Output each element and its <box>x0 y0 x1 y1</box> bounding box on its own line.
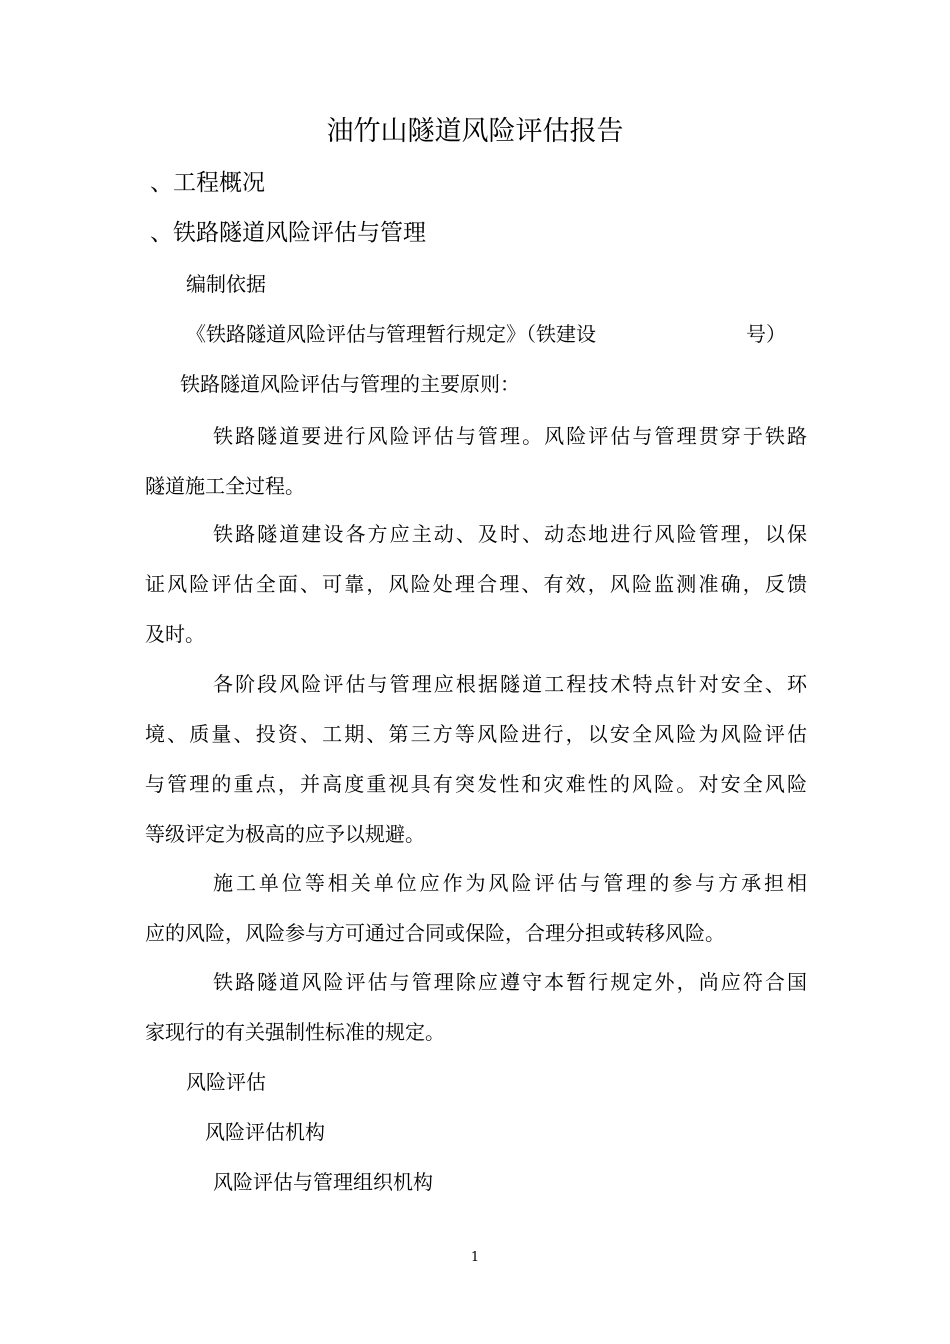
paragraph-line: 境、质量、投资、工期、第三方等风险进行，以安全风险为风险评估 <box>145 722 807 746</box>
principles-heading: 铁路隧道风险评估与管理的主要原则： <box>180 372 520 396</box>
organization-text: 风险评估与管理组织机构 <box>213 1170 433 1194</box>
section-heading-overview: 、工程概况 <box>150 170 265 196</box>
paragraph-line: 铁路隧道要进行风险评估与管理。风险评估与管理贯穿于铁路 <box>213 424 807 448</box>
paragraph-line: 家现行的有关强制性标准的规定。 <box>145 1020 445 1044</box>
subsection-heading-assessment: 风险评估 <box>186 1070 266 1094</box>
basis-reference: 《铁路隧道风险评估与管理暂行规定》（铁建设 <box>186 322 596 346</box>
paragraph-line: 与管理的重点，并高度重视具有突发性和灾难性的风险。对安全风险 <box>145 772 807 796</box>
section-heading-risk-management: 、铁路隧道风险评估与管理 <box>150 220 426 246</box>
subsection-heading-basis: 编制依据 <box>186 272 266 296</box>
subsection-heading-organization: 风险评估机构 <box>205 1120 325 1144</box>
basis-reference-suffix: 号） <box>746 322 786 346</box>
document-title: 油竹山隧道风险评估报告 <box>326 116 624 147</box>
paragraph-line: 施工单位等相关单位应作为风险评估与管理的参与方承担相 <box>213 871 807 895</box>
paragraph-line: 及时。 <box>145 622 205 646</box>
paragraph-line: 铁路隧道风险评估与管理除应遵守本暂行规定外，尚应符合国 <box>213 970 807 994</box>
paragraph-line: 等级评定为极高的应予以规避。 <box>145 822 425 846</box>
paragraph-line: 铁路隧道建设各方应主动、及时、动态地进行风险管理，以保 <box>213 522 807 546</box>
page-number: 1 <box>470 1250 480 1265</box>
paragraph-line: 证风险评估全面、可靠，风险处理合理、有效，风险监测准确，反馈 <box>145 572 807 596</box>
paragraph-line: 隧道施工全过程。 <box>145 474 305 498</box>
paragraph-line: 应的风险，风险参与方可通过合同或保险，合理分担或转移风险。 <box>145 921 725 945</box>
paragraph-line: 各阶段风险评估与管理应根据隧道工程技术特点针对安全、环 <box>213 672 807 696</box>
